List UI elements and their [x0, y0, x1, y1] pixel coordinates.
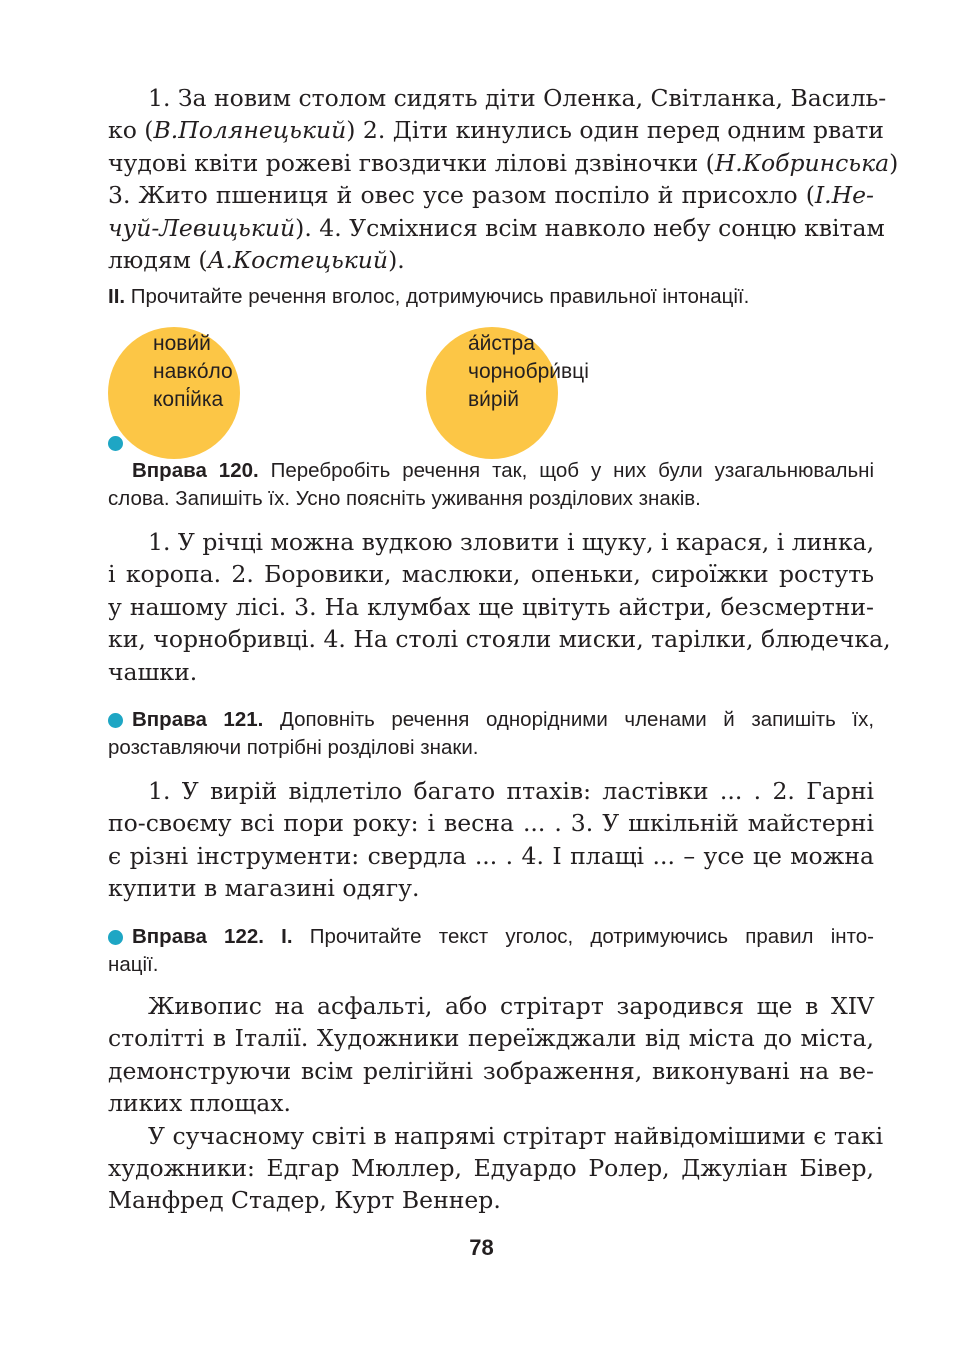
- text-line: [108, 179, 874, 211]
- exercise-121-text: [108, 775, 874, 905]
- exercise-instruction: Доповніть речення однорідними членами й запишіть їх,: [279, 708, 875, 731]
- text-line: 1. За новим столом сидять діти Оленка, Світланка, Василь-: [148, 84, 887, 112]
- stress-word: копі́йка: [153, 388, 224, 411]
- stress-word: нови́й: [153, 332, 211, 355]
- text-line: 1. У вирій відлетіло багато птахів: ластівки ... . 2. Гарні: [148, 777, 874, 805]
- text-line: Живопис на асфальті, або стрітарт зародився ще в XIV: [148, 992, 874, 1020]
- stress-word: а́йстра: [468, 332, 535, 355]
- text-fragment: ): [889, 148, 899, 177]
- exercise-bullet-icon: [108, 436, 123, 451]
- stress-word: ви́рій: [468, 388, 519, 411]
- text-line: ки, чорнобривці. 4. На столі стояли миски, тарілки, блюдечка,: [108, 625, 891, 654]
- text-line: столітті в Італії. Художники переїжджали від міста до міста,: [108, 1024, 874, 1053]
- task-number: І.: [281, 925, 293, 948]
- text-line: [108, 244, 874, 276]
- text-fragment: чудові квіти рожеві гвоздички лілові дзвіночки (: [108, 148, 715, 177]
- text-fragment: ). 4. Усміхнися всім навколо небу сонцю квітам: [295, 213, 885, 242]
- text-line: чашки.: [108, 657, 198, 686]
- text-line: [108, 457, 874, 485]
- text-line: [108, 147, 899, 179]
- text-line: У сучасному світі в напрямі стрітарт найвідомішими є такі: [148, 1121, 884, 1150]
- exercise-121-header: [108, 706, 874, 762]
- text-fragment: ) 2. Діти кинулись один перед одним рвати: [346, 116, 884, 145]
- exercise-label: Вправа 120.: [132, 459, 259, 482]
- text-line: по-своєму всі пори року: і весна ... . 3. У шкільній майстерні: [108, 809, 874, 838]
- stress-word: чорнобри́вці: [468, 360, 589, 383]
- text-fragment: ко (: [108, 116, 154, 145]
- stress-words-left: [153, 330, 233, 414]
- text-line: у нашому лісі. 3. На клумбах ще цвітуть айстри, безсмертни-: [108, 592, 874, 621]
- exercise-instruction: слова. Запишіть їх. Усно поясніть уживання розділових знаків.: [108, 487, 701, 510]
- text-line: купити в магазині одягу.: [108, 874, 420, 903]
- text-line: художники: Едгар Мюллер, Едуардо Ролер, Джуліан Бівер,: [108, 1154, 874, 1183]
- text-line: і коропа. 2. Боровики, маслюки, опеньки, сироїжки ростуть: [108, 560, 874, 589]
- text-line: [108, 114, 884, 146]
- exercise-122-text: [108, 990, 884, 1217]
- author-name: Н.Кобринська: [714, 148, 890, 177]
- text-line: є різні інструменти: свердла ... . 4. І плащі ... – усе це можна: [108, 841, 874, 870]
- author-name: В.Полянецький: [153, 116, 347, 145]
- text-line: ликих площах.: [108, 1089, 291, 1118]
- text-line: Манфред Стадер, Курт Веннер.: [108, 1186, 501, 1215]
- author-name: чуй-Левицький: [108, 213, 296, 242]
- text-fragment: людям (: [108, 246, 208, 275]
- author-name: І.Не-: [814, 181, 874, 210]
- task-number: ІІ.: [108, 285, 126, 308]
- exercise-label: Вправа 122.: [132, 925, 264, 948]
- stress-word: навко́ло: [153, 360, 233, 383]
- exercise-120-text: [108, 526, 891, 688]
- task-instruction: [108, 283, 874, 310]
- text-fragment: ).: [388, 246, 405, 275]
- exercise-text-block-1: [108, 82, 899, 276]
- exercise-instruction: розставляючи потрібні розділові знаки.: [108, 736, 479, 759]
- exercise-label: Вправа 121.: [132, 708, 264, 731]
- text-line: демонструючи всім релігійні зображення, виконувані на ве-: [108, 1056, 874, 1085]
- exercise-120-header: [108, 457, 874, 513]
- text-line: [108, 706, 874, 734]
- text-line: [108, 212, 885, 244]
- task-text: Прочитайте речення вголос, дотримуючись правильної інтонації.: [130, 285, 750, 308]
- text-fragment: 3. Жито пшениця й овес усе разом поспіло й присохло (: [108, 181, 815, 210]
- text-line: [108, 923, 874, 951]
- page-number: 78: [469, 1235, 494, 1260]
- author-name: А.Костецький: [207, 246, 389, 275]
- exercise-instruction: нації.: [108, 953, 159, 976]
- exercise-instruction: Перебробіть речення так, щоб у них були узагальнювальні: [270, 459, 874, 482]
- text-line: 1. У річці можна вудкою зловити і щуку, і карася, і линка,: [148, 528, 875, 556]
- exercise-122-header: [108, 923, 874, 979]
- exercise-instruction: Прочитайте текст уголос, дотримуючись правил інто-: [309, 925, 874, 948]
- stress-words-right: [468, 330, 589, 414]
